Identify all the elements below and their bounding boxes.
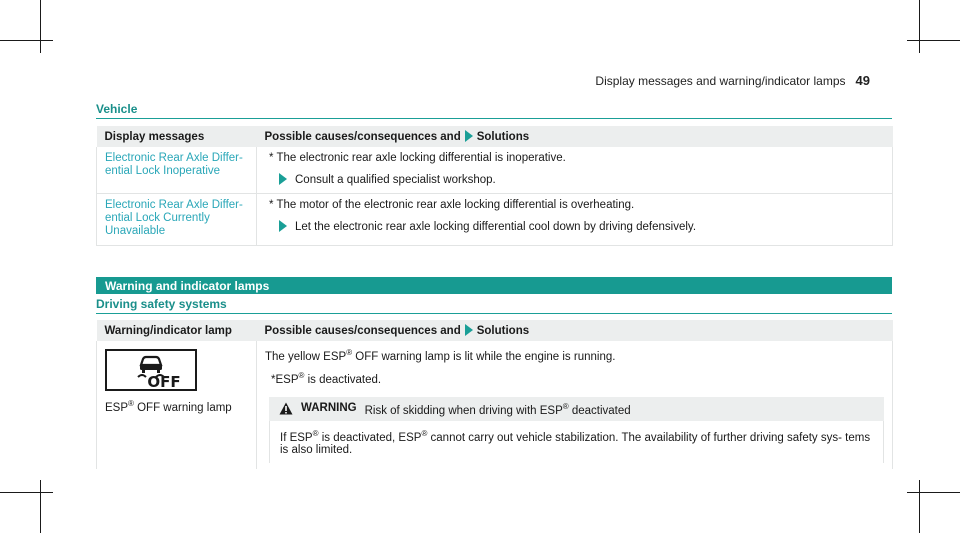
cause-cell <box>257 147 893 194</box>
display-message: Electronic Rear Axle Differ- ential Lock Currently Unavailable <box>97 194 257 246</box>
header-title: Display messages and warning/indicator lamps <box>595 74 846 88</box>
solution-line <box>265 173 884 187</box>
crop-mark <box>40 480 41 533</box>
lamp-description: The yellow ESP® OFF warning lamp is lit while the engine is running. <box>265 348 616 363</box>
subsection-title: Driving safety systems <box>96 297 227 311</box>
cause-text: * The electronic rear axle locking differential is inoperative. <box>269 152 566 164</box>
lamp-label: ESP® OFF warning lamp <box>105 399 232 414</box>
section-banner: Warning and indicator lamps <box>96 277 892 294</box>
col-header-lamp: Warning/indicator lamp <box>97 320 257 341</box>
table-row <box>97 147 893 194</box>
crop-mark <box>0 492 53 493</box>
warning-lamps-table <box>96 320 893 469</box>
crop-mark <box>0 40 53 41</box>
crop-mark <box>919 480 920 533</box>
page-number: 49 <box>855 73 870 88</box>
esp-off-lamp-graphic <box>107 351 195 389</box>
solution-text: Consult a qualified specialist workshop. <box>295 174 496 186</box>
arrow-right-icon <box>465 130 473 142</box>
col-header-causes: Possible causes/consequences and Solutions <box>257 126 893 147</box>
lamp-off-text: OFF <box>147 373 181 389</box>
table-row <box>97 341 893 469</box>
warning-label: WARNING <box>301 402 357 415</box>
section-title-vehicle: Vehicle <box>96 102 138 116</box>
warning-triangle-icon <box>279 402 293 415</box>
arrow-right-icon <box>279 173 287 185</box>
cause-text: *ESP® is deactivated. <box>271 370 382 386</box>
crop-mark <box>907 40 960 41</box>
table-row <box>97 194 893 246</box>
lamp-description-cell <box>257 341 893 469</box>
display-messages-table <box>96 126 893 246</box>
table-header-row <box>97 126 893 147</box>
arrow-right-icon <box>279 220 287 232</box>
esp-off-lamp-icon <box>105 349 197 391</box>
page-header <box>595 73 870 88</box>
table-header-row <box>97 320 893 341</box>
solution-text: Let the electronic rear axle locking differential cool down by driving defensively. <box>295 221 697 233</box>
solution-line <box>265 220 884 234</box>
lamp-cell <box>97 341 257 469</box>
display-message: Electronic Rear Axle Differ- ential Lock Inoperative <box>97 147 257 194</box>
warning-text: Risk of skidding when driving with ESP® deactivated <box>364 401 631 417</box>
cause-cell <box>257 194 893 246</box>
arrow-right-icon <box>465 324 473 336</box>
crop-mark <box>40 0 41 53</box>
crop-mark <box>919 0 920 53</box>
col-header-causes: Possible causes/consequences and Solutions <box>257 320 893 341</box>
crop-mark <box>907 492 960 493</box>
section-rule <box>96 313 892 314</box>
warning-box <box>269 397 884 421</box>
warning-body: If ESP® is deactivated, ESP® cannot carry out vehicle stabilization. The availability of further driving safety sys- tems is also limited. <box>269 421 884 464</box>
cause-text: * The motor of the electronic rear axle locking differential is overheating. <box>269 199 635 211</box>
section-rule <box>96 118 892 119</box>
col-header-messages: Display messages <box>97 126 257 147</box>
